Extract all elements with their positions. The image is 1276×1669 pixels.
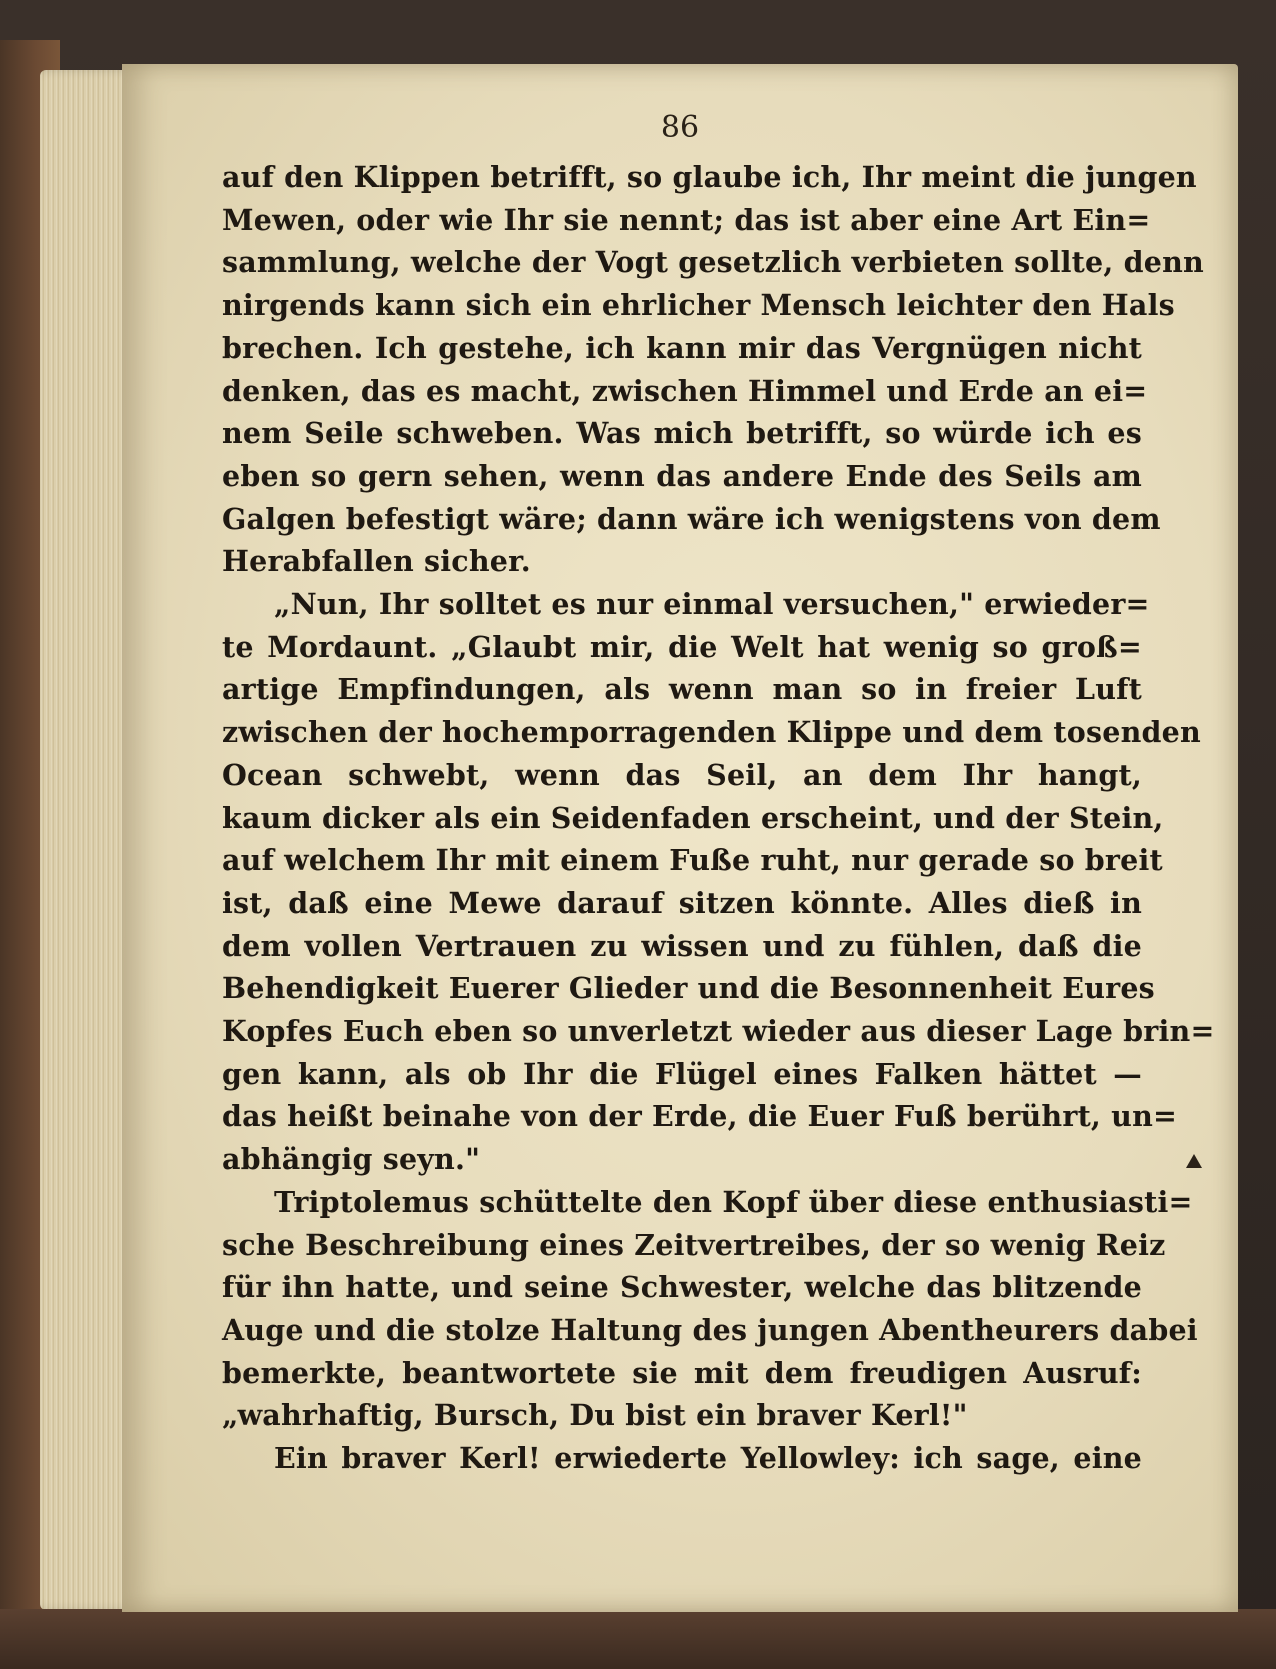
text-line: Galgen befestigt wäre; dann wäre ich wenigstens von dem	[222, 501, 1161, 536]
text-line: auf den Klippen betrifft, so glaube ich, Ihr meint die jungen	[222, 160, 1197, 194]
text-line: denken, das es macht, zwischen Himmel und Erde an ei=	[222, 373, 1148, 408]
book-page	[122, 64, 1238, 1612]
text-line: „wahrhaftig, Bursch, Du bist ein braver Kerl!"	[222, 1398, 968, 1433]
text-line: das heißt beinahe von der Erde, die Euer Fuß berührt, un=	[222, 1099, 1178, 1134]
text-line: Ocean schwebt, wenn das Seil, an dem Ihr hangt,	[222, 757, 1142, 792]
text-line: abhängig seyn."	[222, 1142, 481, 1177]
text-line: Herabfallen sicher.	[222, 544, 531, 579]
text-line: gen kann, als ob Ihr die Flügel eines Falken hättet —	[222, 1056, 1142, 1091]
text-line: Ein braver Kerl! erwiederte Yellowley: ich sage, eine	[274, 1441, 1142, 1476]
text-line: bemerkte, beantwortete sie mit dem freudigen Ausruf:	[222, 1355, 1142, 1390]
text-line: auf welchem Ihr mit einem Fuße ruht, nur gerade so breit	[222, 843, 1163, 878]
text-line: dem vollen Vertrauen zu wissen und zu fühlen, daß die	[222, 928, 1142, 963]
text-line: Auge und die stolze Haltung des jungen Abentheurers dabei	[222, 1312, 1198, 1347]
margin-marker-icon	[1186, 1154, 1202, 1168]
book-cover-bottom	[0, 1609, 1276, 1669]
text-line: kaum dicker als ein Seidenfaden erscheint, und der Stein,	[222, 800, 1164, 835]
text-line: sammlung, welche der Vogt gesetzlich verbieten sollte, denn	[222, 245, 1204, 280]
page-number: 86	[660, 110, 700, 145]
text-line: eben so gern sehen, wenn das andere Ende des Seils am	[222, 458, 1142, 493]
page-text	[222, 156, 1215, 1480]
text-line: Behendigkeit Euerer Glieder und die Besonnenheit Eures	[222, 971, 1155, 1006]
text-line: „Nun, Ihr solltet es nur einmal versuchen," erwieder=	[274, 587, 1150, 622]
text-line: brechen. Ich gestehe, ich kann mir das Vergnügen nicht	[222, 330, 1142, 365]
text-line: Mewen, oder wie Ihr sie nennt; das ist aber eine Art Ein=	[222, 202, 1151, 237]
text-line: Kopfes Euch eben so unverletzt wieder aus dieser Lage brin=	[222, 1014, 1215, 1049]
text-line: für ihn hatte, und seine Schwester, welche das blitzende	[222, 1270, 1142, 1305]
text-line: sche Beschreibung eines Zeitvertreibes, der so wenig Reiz	[222, 1227, 1166, 1262]
text-line: nem Seile schweben. Was mich betrifft, so würde ich es	[222, 416, 1142, 451]
text-line: te Mordaunt. „Glaubt mir, die Welt hat wenig so groß=	[222, 629, 1142, 664]
text-line: artige Empfindungen, als wenn man so in freier Luft	[222, 672, 1142, 707]
text-line: nirgends kann sich ein ehrlicher Mensch leichter den Hals	[222, 288, 1175, 323]
text-line: Triptolemus schüttelte den Kopf über diese enthusiasti=	[274, 1184, 1193, 1219]
text-line: ist, daß eine Mewe darauf sitzen könnte. Alles dieß in	[222, 885, 1142, 920]
text-line: zwischen der hochemporragenden Klippe und dem tosenden	[222, 715, 1201, 750]
